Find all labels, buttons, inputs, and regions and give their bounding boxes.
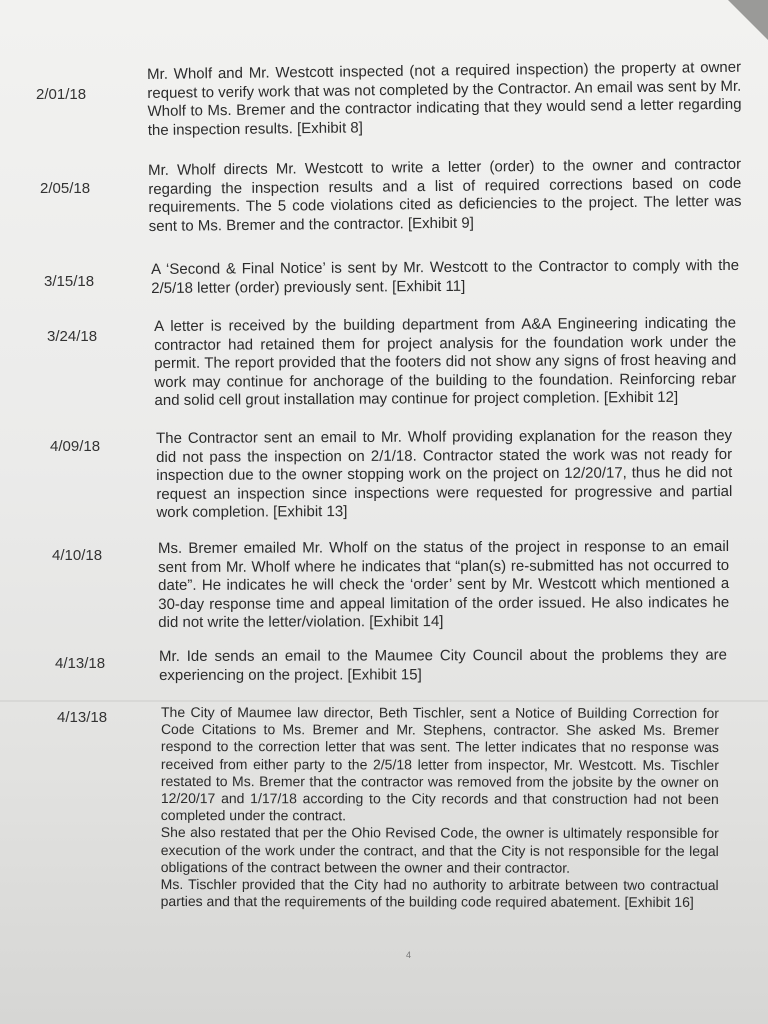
entry-text bbox=[156, 427, 732, 523]
folded-corner bbox=[728, 0, 768, 40]
entry-paragraph: Ms. Tischler provided that the City had no authority to arbitrate between two contractual parties and that the requirements of the building code required abatement. [Exhibit 16] bbox=[160, 876, 719, 911]
entry-date: 4/10/18 bbox=[52, 547, 103, 564]
entry-text bbox=[148, 156, 742, 236]
entry-paragraph: She also restated that per the Ohio Revised Code, the owner is ultimately responsible for execution of the work under the contract, and that the City is not responsible for the legal obligations of the contract between the owner and their contractor. bbox=[160, 824, 719, 876]
entry-text bbox=[154, 314, 737, 410]
entry-text bbox=[151, 257, 739, 298]
entry-date: 3/15/18 bbox=[44, 273, 95, 290]
entry-text bbox=[159, 647, 727, 685]
entry-date: 2/01/18 bbox=[36, 86, 87, 103]
entry-text bbox=[147, 59, 742, 140]
entry-paragraph: A letter is received by the building department from A&A Engineering indicating the contractor had retained them for project analysis for the foundation work under the permit. The report provided that the footers did not show any signs of frost heaving and work may continue for anchorage of the building to the foundation. Reinforcing rebar and solid cell grout installation may continue for project completion. [Exhibit 12] bbox=[154, 314, 737, 409]
entry-text bbox=[161, 704, 719, 911]
entry-paragraph: A ‘Second & Final Notice’ is sent by Mr. Westcott to the Contractor to comply with the 2/5/18 letter (order) previously sent. [Exhibit 11] bbox=[151, 256, 740, 297]
entry-date: 4/13/18 bbox=[55, 655, 106, 672]
entry-text bbox=[158, 538, 729, 632]
entry-paragraph: Mr. Wholf directs Mr. Westcott to write a letter (order) to the owner and contractor regarding the inspection results and a list of required corrections based on code requirements. The 5 code violations cited as deficiencies to the project. The letter was sent to Ms. Bremer and the contractor. [Exhibit 9] bbox=[148, 155, 742, 235]
entry-date: 4/13/18 bbox=[57, 709, 108, 726]
entry-date: 3/24/18 bbox=[47, 328, 98, 345]
entry-paragraph: Mr. Wholf and Mr. Westcott inspected (not a required inspection) the property at owner request to verify work that was not completed by the Contractor. An email was sent by Mr. Wholf to Ms. Bremer and the contractor indicating that they would send a letter regarding the inspection results. [Exhibit 8] bbox=[147, 58, 742, 139]
entry-paragraph: The City of Maumee law director, Beth Tischler, sent a Notice of Building Correction for Code Citations to Ms. Bremer and Mr. Stephens, contractor. She asked Ms. Bremer respond to the correction letter that was sent. The letter indicates that no response was received from either party to the 2/5/18 letter from inspector, Mr. Westcott. Ms. Tischler restated to Ms. Bremer that the contractor was removed from the jobsite by the owner on 12/20/17 and 1/17/18 according to the City records and that construction had not been completed under the contract. bbox=[160, 704, 719, 824]
entry-paragraph: The Contractor sent an email to Mr. Wholf providing explanation for the reason they did not pass the inspection on 2/1/18. Contractor stated the work was not ready for inspection due to the owner stopping work on the project on 12/20/17, thus he did not request an inspection since inspections were requested for progressive and partial work completion. [Exhibit 13] bbox=[156, 426, 733, 521]
entry-paragraph: Ms. Bremer emailed Mr. Wholf on the status of the project in response to an email sent from Mr. Wholf where he indicates that “plan(s) re-submitted has not occurred to date”. He indicates he will check the ‘order’ sent by Mr. Westcott which mentioned a 30-day response time and appeal limitation of the order issued. He also indicates he did not write the letter/violation. [Exhibit 14] bbox=[158, 538, 730, 631]
page-number: 4 bbox=[406, 950, 412, 960]
entry-date: 2/05/18 bbox=[40, 180, 91, 197]
paper-fold-crease bbox=[0, 700, 768, 702]
entry-paragraph: Mr. Ide sends an email to the Maumee City Council about the problems they are experiencing on the project. [Exhibit 15] bbox=[159, 646, 728, 684]
entry-date: 4/09/18 bbox=[50, 438, 101, 455]
